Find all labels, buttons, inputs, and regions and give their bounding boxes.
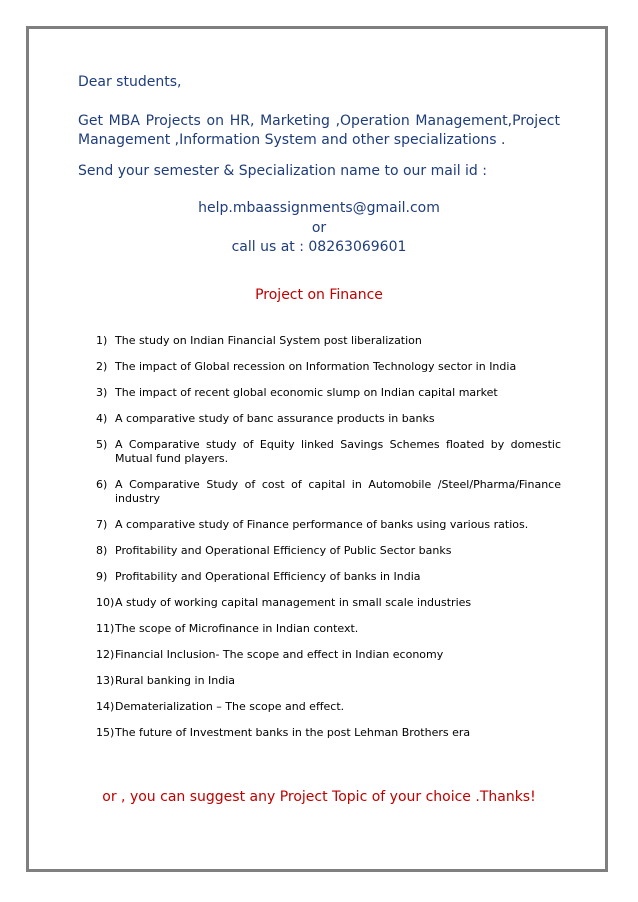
list-item	[96, 438, 561, 466]
list-item-text: The future of Investment banks in the post Lehman Brothers era	[115, 726, 471, 739]
list-item-text: A Comparative Study of cost of capital in Automobile /Steel/Pharma/Finance industry	[115, 478, 561, 505]
list-item-number: 12)	[96, 648, 115, 661]
list-item-text: Rural banking in India	[115, 674, 236, 687]
list-item-number: 1)	[96, 334, 108, 347]
list-item-text: A study of working capital management in small scale industries	[115, 596, 472, 609]
list-item-text: A comparative study of Finance performance of banks using various ratios.	[115, 518, 529, 531]
list-item-text: The impact of recent global economic slump on Indian capital market	[115, 386, 498, 399]
list-item	[96, 518, 561, 532]
list-item-number: 14)	[96, 700, 115, 713]
phone-number[interactable]: call us at : 08263069601	[231, 239, 407, 255]
list-item-number: 11)	[96, 622, 115, 635]
list-item-text: Financial Inclusion- The scope and effect in Indian economy	[115, 648, 444, 661]
list-item	[96, 544, 561, 558]
topic-list	[96, 334, 561, 752]
list-item	[96, 726, 561, 740]
list-item-text: The study on Indian Financial System post liberalization	[115, 334, 422, 347]
list-item-number: 2)	[96, 360, 108, 373]
list-item-number: 5)	[96, 438, 108, 451]
send-instruction: Send your semester & Specialization name to our mail id :	[78, 163, 487, 179]
list-item-text: Dematerialization – The scope and effect.	[115, 700, 345, 713]
list-item	[96, 570, 561, 584]
list-item-number: 10)	[96, 596, 115, 609]
section-title: Project on Finance	[255, 287, 383, 303]
list-item-text: Profitability and Operational Efficiency of Public Sector banks	[115, 544, 452, 557]
list-item-number: 3)	[96, 386, 108, 399]
closing-message: or , you can suggest any Project Topic of your choice .Thanks!	[102, 789, 536, 805]
list-item	[96, 700, 561, 714]
list-item	[96, 478, 561, 506]
list-item-number: 7)	[96, 518, 108, 531]
list-item	[96, 386, 561, 400]
intro-text: Get MBA Projects on HR, Marketing ,Operation Management,Project Management ,Information System and other specializations .	[78, 113, 560, 148]
email-address[interactable]: help.mbaassignments@gmail.com	[198, 200, 440, 216]
list-item	[96, 334, 561, 348]
list-item-text: Profitability and Operational Efficiency of banks in India	[115, 570, 421, 583]
list-item-text: A Comparative study of Equity linked Savings Schemes floated by domestic Mutual fund players.	[115, 438, 561, 465]
list-item	[96, 674, 561, 688]
list-item-number: 6)	[96, 478, 108, 491]
list-item	[96, 596, 561, 610]
list-item-number: 4)	[96, 412, 108, 425]
list-item-number: 8)	[96, 544, 108, 557]
contact-block	[0, 199, 638, 258]
or-separator: or	[311, 219, 327, 236]
list-item-text: The impact of Global recession on Information Technology sector in India	[115, 360, 517, 373]
list-item-number: 9)	[96, 570, 108, 583]
list-item	[96, 412, 561, 426]
list-item-text: The scope of Microfinance in Indian context.	[115, 622, 359, 635]
list-item-number: 15)	[96, 726, 115, 739]
list-item-text: A comparative study of banc assurance products in banks	[115, 412, 435, 425]
list-item-number: 13)	[96, 674, 115, 687]
list-item	[96, 622, 561, 636]
greeting: Dear students,	[78, 74, 182, 90]
list-item	[96, 648, 561, 662]
list-item	[96, 360, 561, 374]
